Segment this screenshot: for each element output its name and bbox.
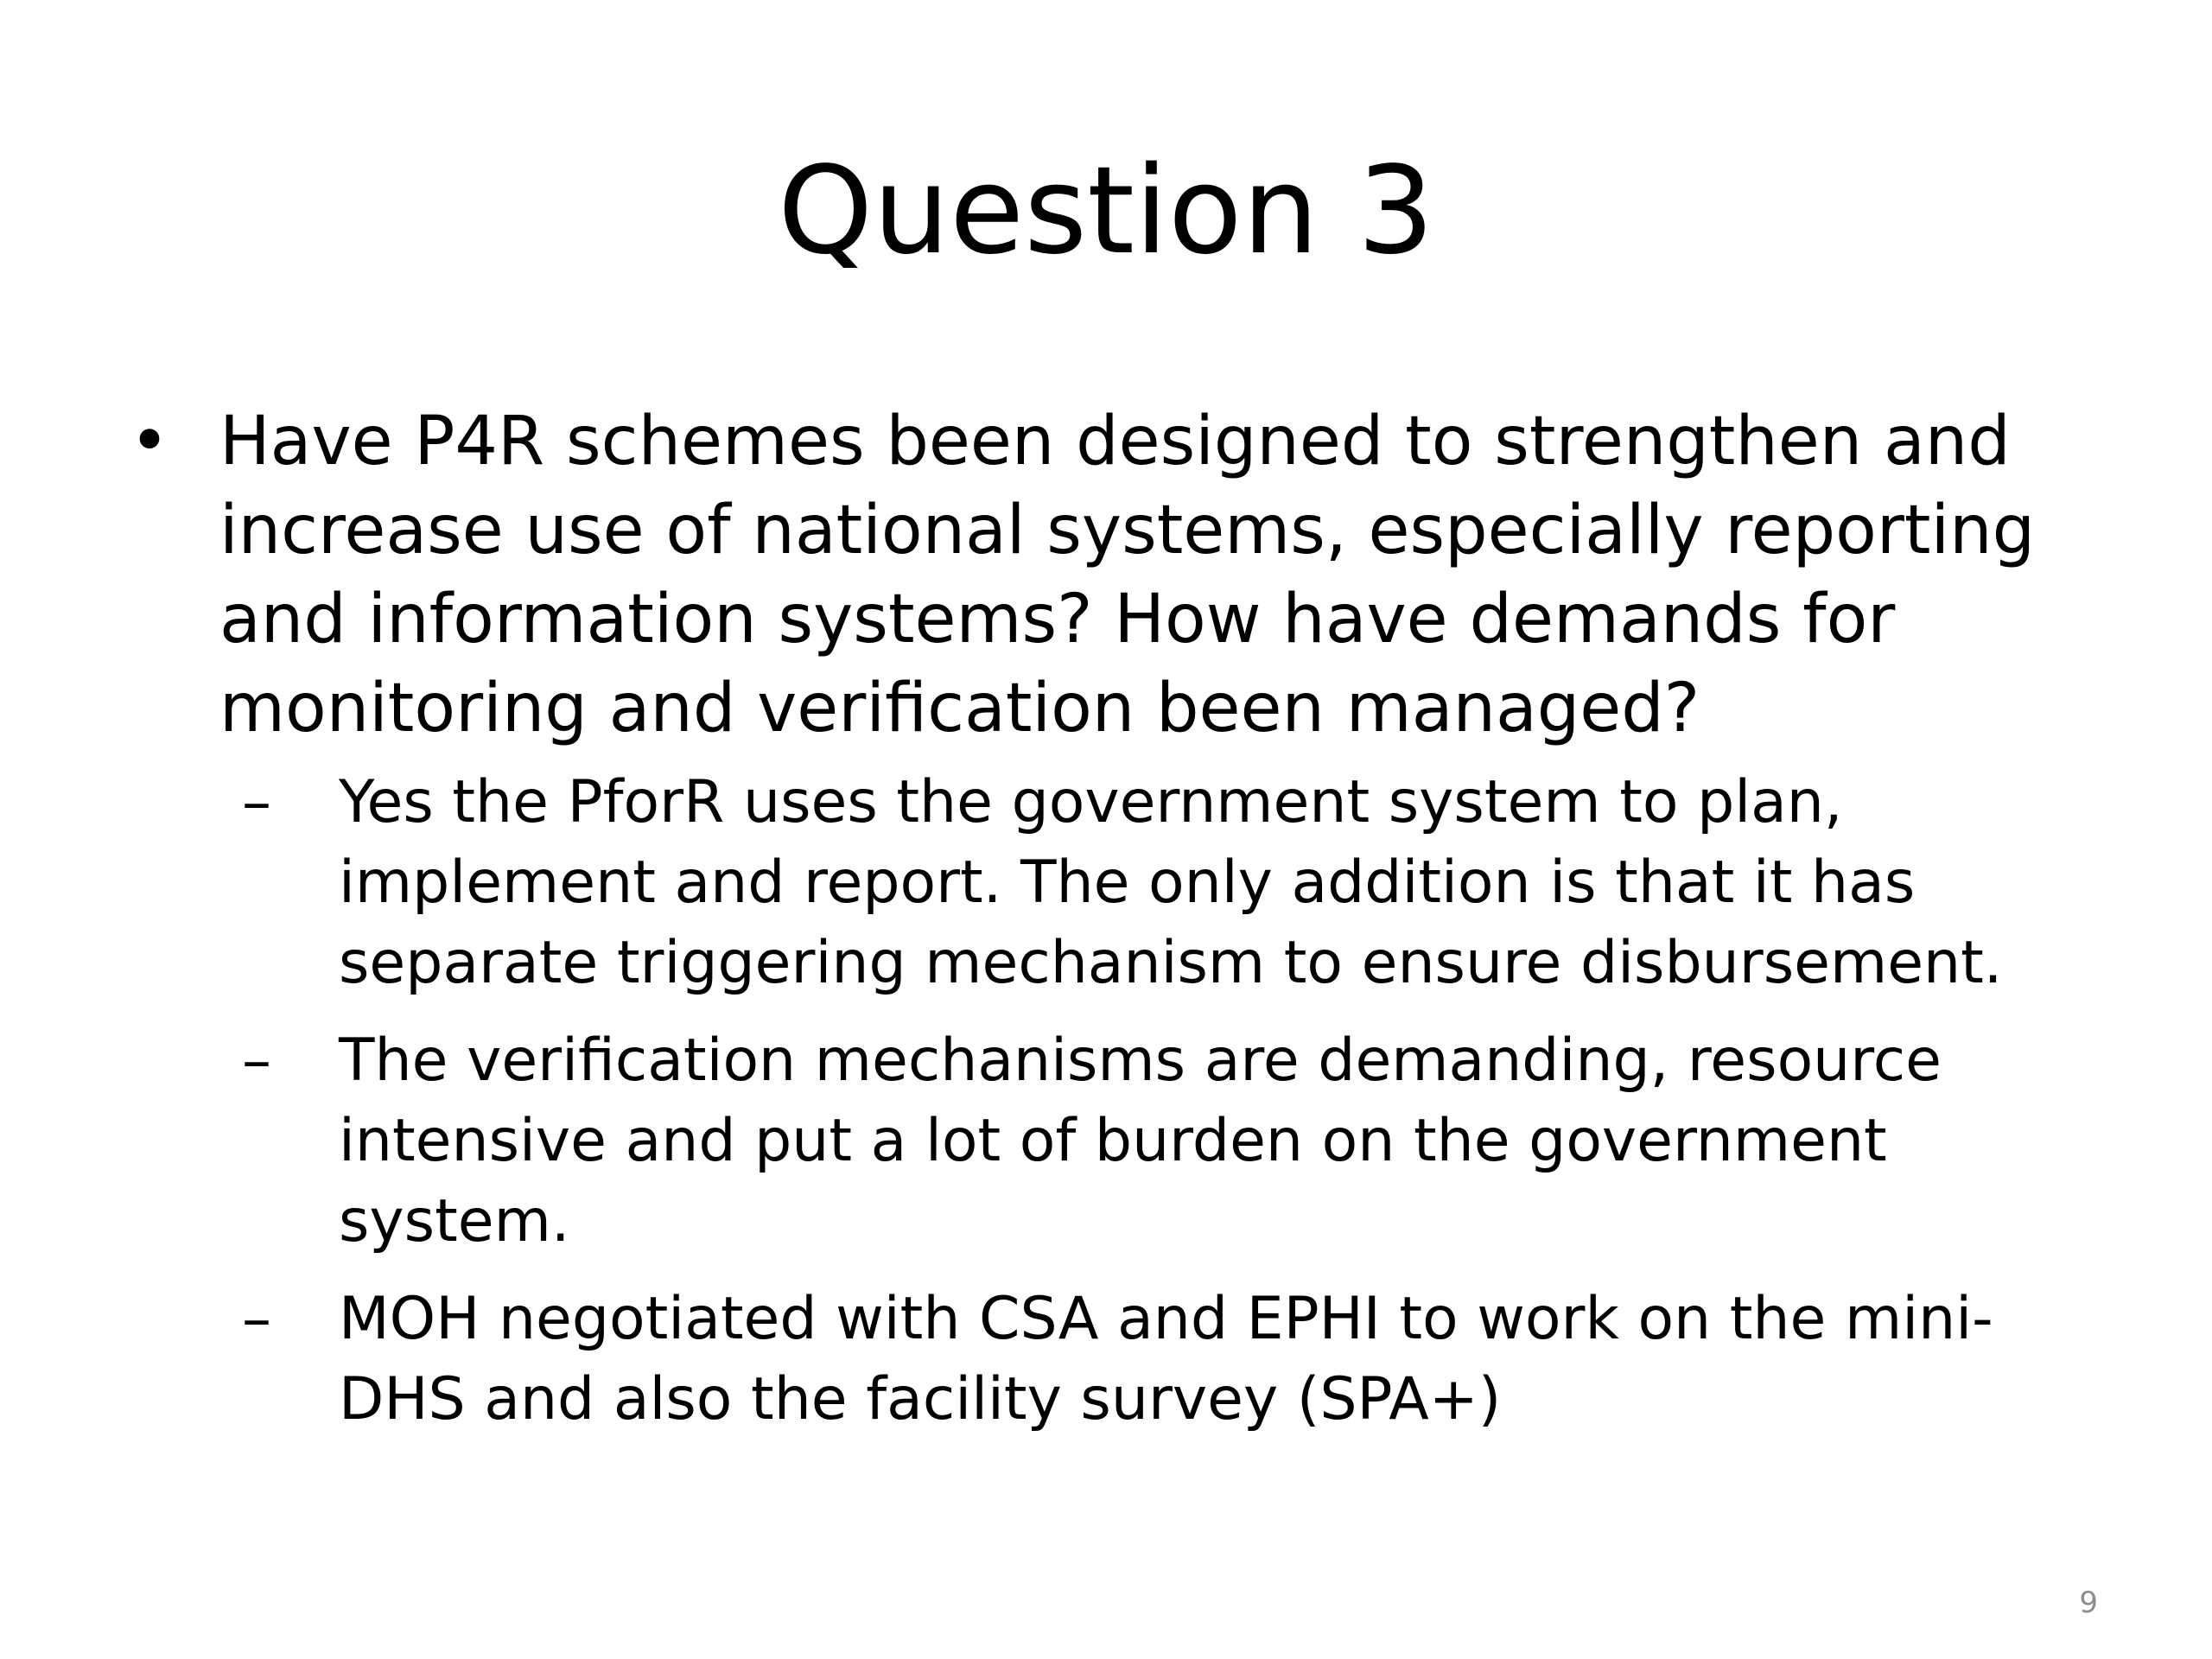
- slide-content: [130, 397, 2117, 1457]
- sub-bullet-item: [242, 1020, 2117, 1262]
- sub-bullet-text: The verification mechanisms are demanding, resource intensive and put a lot of burden on the government system.: [339, 1027, 1942, 1255]
- bullet-item: [130, 397, 2117, 753]
- sub-bullet-list: [130, 762, 2117, 1440]
- slide-title: Question 3: [778, 141, 1434, 282]
- sub-bullet-text: Yes the PforR uses the government system to plan, implement and report. The only addition is that it has separate triggering mechanism to ensure disbursement.: [339, 768, 2003, 997]
- dash-icon: –: [242, 768, 271, 836]
- dash-icon: –: [242, 1027, 271, 1095]
- dash-icon: –: [242, 1285, 271, 1353]
- sub-bullet-item: [242, 1279, 2117, 1440]
- bullet-text: Have P4R schemes been designed to strengthen and increase use of national systems, especially reporting and information systems? How have demands for monitoring and verification been managed?: [219, 403, 2036, 747]
- sub-bullet-item: [242, 762, 2117, 1003]
- sub-bullet-text: MOH negotiated with CSA and EPHI to work on the mini-DHS and also the facility survey (SPA+): [339, 1285, 1993, 1433]
- bullet-dot-icon: •: [130, 403, 170, 480]
- page-number: 9: [2079, 1586, 2098, 1620]
